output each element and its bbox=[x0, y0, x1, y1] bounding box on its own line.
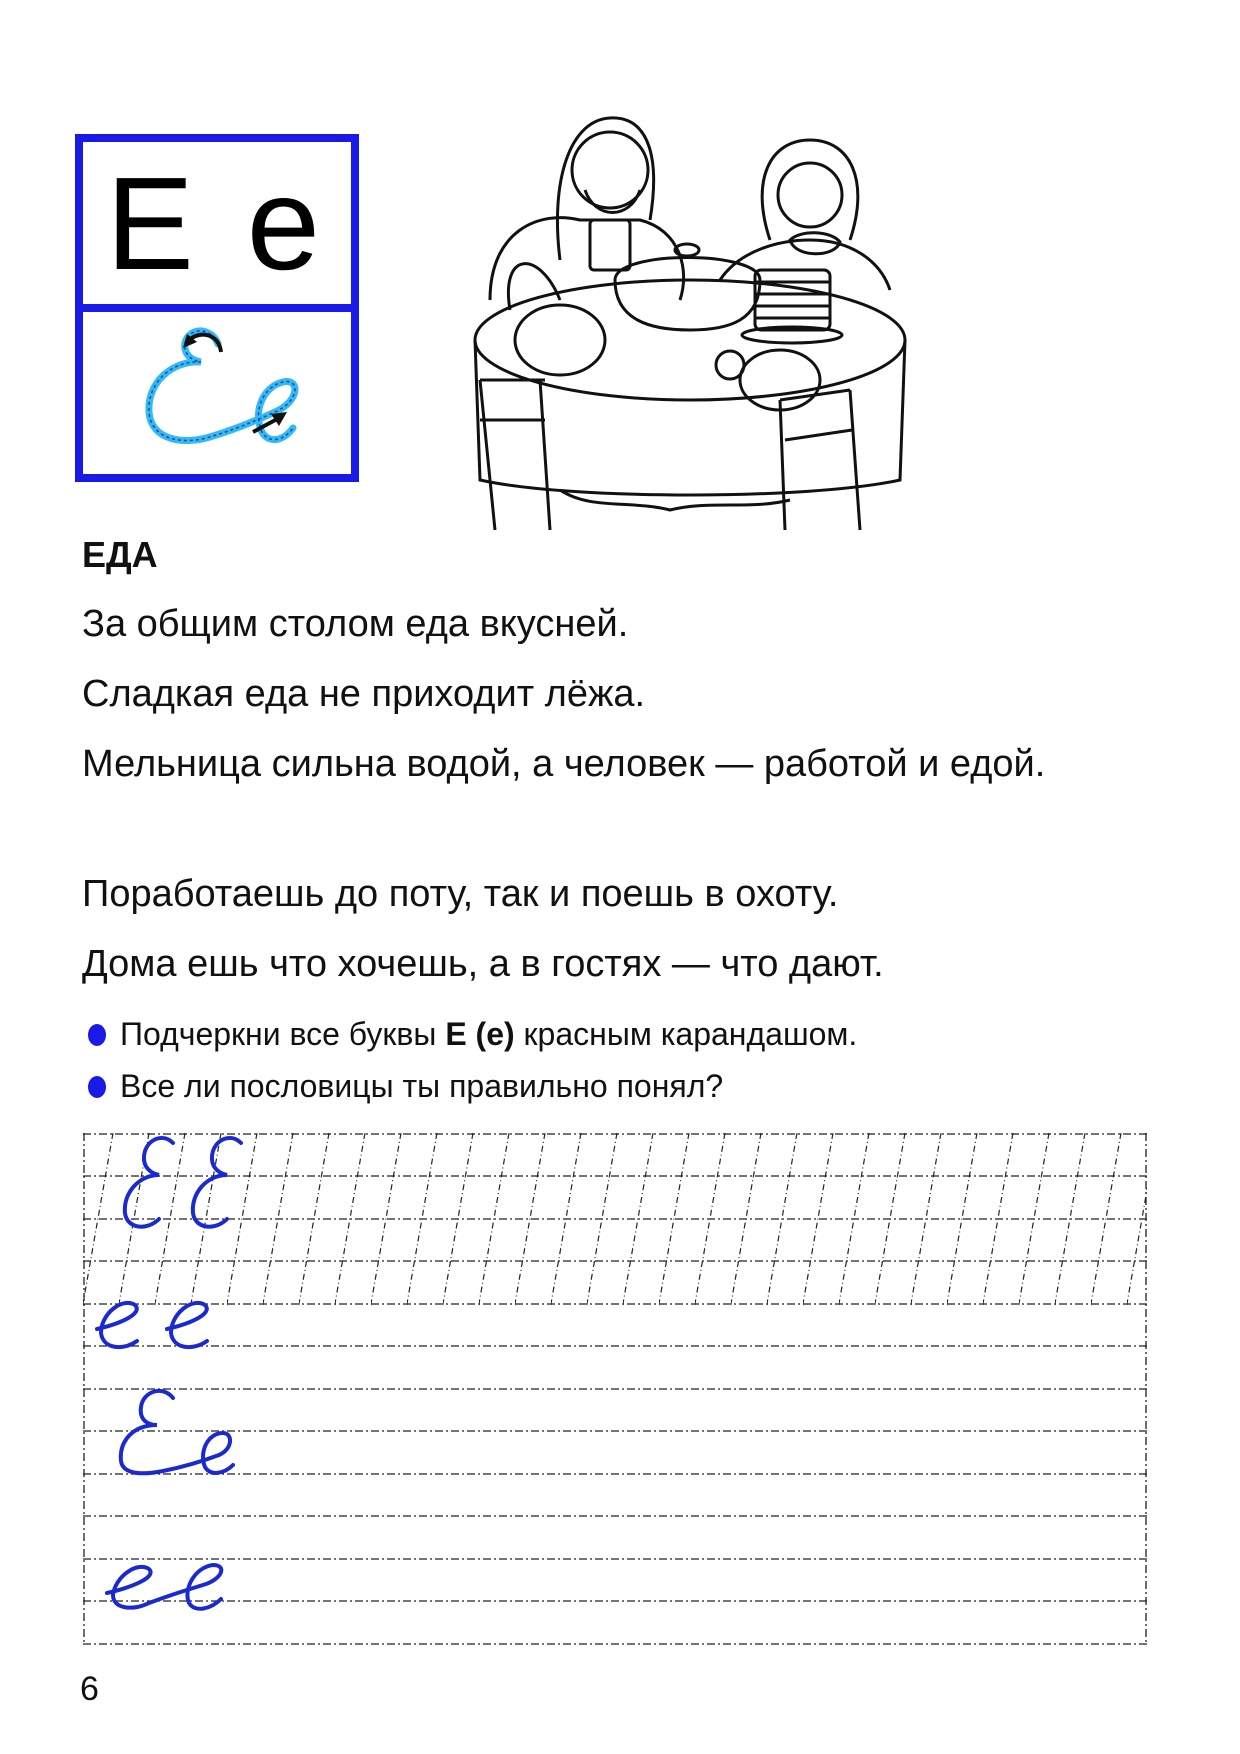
print-letters: Е е bbox=[83, 142, 351, 312]
proverb: Дома ешь что хочешь, а в гостях — что дают. bbox=[82, 943, 884, 985]
script-letters-icon bbox=[83, 312, 351, 474]
task-item bbox=[88, 1068, 723, 1105]
task-text-bold: Е (е) bbox=[445, 1016, 515, 1052]
proverb: Сладкая еда не приходит лёжа. bbox=[82, 673, 646, 715]
proverb: Поработаешь до поту, так и поешь в охоту. bbox=[82, 873, 839, 915]
task-text: Все ли пословицы ты правильно понял? bbox=[120, 1068, 724, 1104]
proverb: За общим столом еда вкусней. bbox=[82, 603, 629, 645]
section-title: ЕДА bbox=[82, 534, 158, 575]
bullet-icon bbox=[88, 1076, 106, 1098]
task-text-after: красным карандашом. bbox=[514, 1016, 858, 1052]
family-meal-illustration bbox=[450, 100, 930, 540]
task-text-before: Подчеркни все буквы bbox=[120, 1016, 446, 1052]
task-item bbox=[88, 1016, 857, 1053]
letter-card bbox=[75, 134, 359, 482]
bullet-icon bbox=[88, 1024, 106, 1046]
copybook-grid bbox=[83, 1133, 1147, 1645]
page-number: 6 bbox=[80, 1670, 99, 1708]
proverb: Мельница сильна водой, а человек — работой и едой. bbox=[82, 743, 1046, 785]
